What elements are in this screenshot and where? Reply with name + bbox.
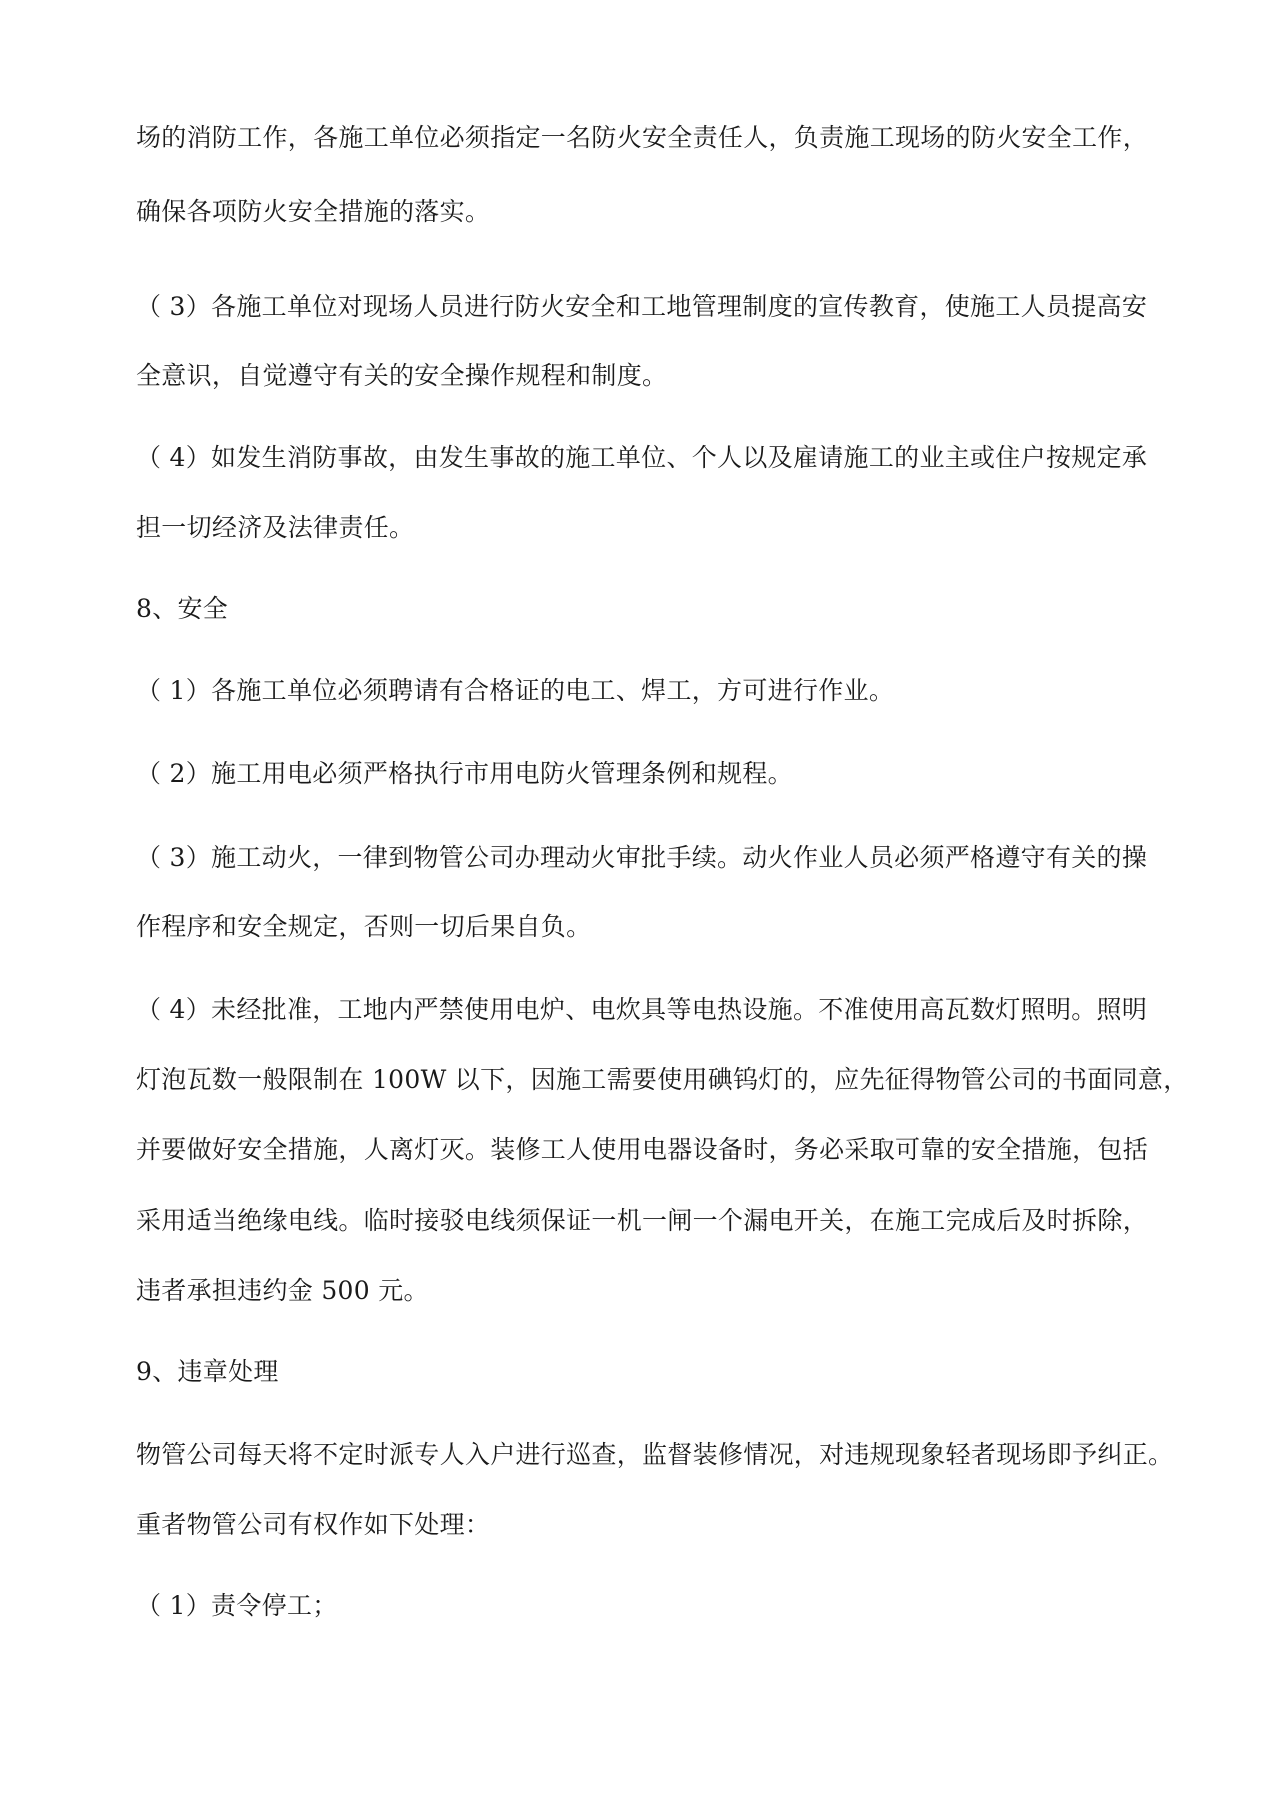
text-line-15: 采用适当绝缘电线。临时接驳电线须保证一机一闸一个漏电开关，在施工完成后及时拆除， [136,1206,1149,1235]
text-line-5: （ 4）如发生消防事故，由发生事故的施工单位、个人以及雇请施工的业主或住户按规定承 [136,443,1148,472]
text-line-10: （ 3）施工动火，一律到物管公司办理动火审批手续。动火作业人员必须严格遵守有关的操 [136,843,1148,872]
section-heading-safety: 8、安全 [136,594,229,623]
text-line-1: 场的消防工作，各施工单位必须指定一名防火安全责任人，负责施工现场的防火安全工作， [136,123,1149,152]
text-line-13: 灯泡瓦数一般限制在 100W 以下，因施工需要使用碘钨灯的，应先征得物管公司的书面同意， [136,1065,1189,1094]
text-line-11: 作程序和安全规定，否则一切后果自负。 [136,912,592,941]
text-line-9: （ 2）施工用电必须严格执行市用电防火管理条例和规程。 [136,759,793,788]
text-line-6: 担一切经济及法律责任。 [136,513,415,542]
section-heading-violations: 9、违章处理 [136,1357,279,1386]
text-line-12: （ 4）未经批准，工地内严禁使用电炉、电炊具等电热设施。不准使用高瓦数灯照明。照明 [136,995,1148,1024]
text-line-18: 物管公司每天将不定时派专人入户进行巡查，监督装修情况，对违规现象轻者现场即予纠正。 [136,1440,1174,1469]
text-line-16: 违者承担违约金 500 元。 [136,1276,429,1305]
text-line-20: （ 1）责令停工； [136,1591,338,1620]
text-line-14: 并要做好安全措施，人离灯灭。装修工人使用电器设备时，务必采取可靠的安全措施，包括 [136,1135,1149,1164]
text-line-4: 全意识，自觉遵守有关的安全操作规程和制度。 [136,361,668,390]
text-line-3: （ 3）各施工单位对现场人员进行防火安全和工地管理制度的宣传教育，使施工人员提高安 [136,292,1148,321]
text-line-8: （ 1）各施工单位必须聘请有合格证的电工、焊工，方可进行作业。 [136,676,895,705]
text-line-2: 确保各项防火安全措施的落实。 [136,197,491,226]
text-line-19: 重者物管公司有权作如下处理： [136,1510,491,1539]
